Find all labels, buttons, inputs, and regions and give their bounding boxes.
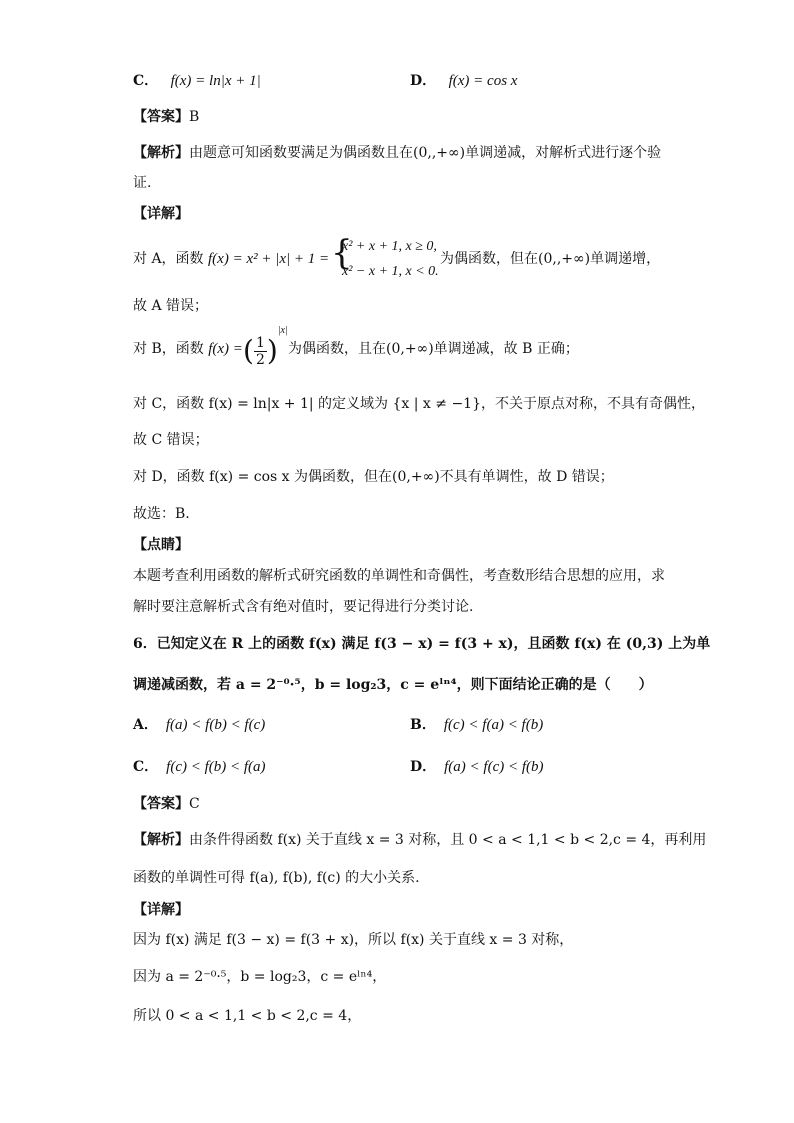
analysis-tag: 【解析】 — [133, 145, 189, 161]
exponent: |x| — [277, 325, 288, 336]
option-label: B． — [410, 717, 436, 733]
q6-detail-line3: 所以 0 < a < 1,1 < b < 2,c = 4， — [133, 1008, 362, 1024]
fraction-den: 2 — [255, 351, 265, 368]
q6-stem-line2: 调递减函数，若 a = 2⁻⁰·⁵，b = log₂3，c = eˡⁿ⁴，则下面结论正确的是（ ） — [133, 677, 653, 693]
q5-answer — [133, 108, 199, 126]
option-label: A． — [133, 717, 158, 733]
detail-b-expr: f(x) = — [208, 341, 243, 357]
q5-analysis-line1 — [133, 144, 661, 162]
q5-comment-line2: 解时要注意解析式含有绝对值时，要记得进行分类讨论. — [133, 599, 474, 615]
answer-tag: 【答案】 — [133, 796, 189, 812]
piecewise-case-1: x² + x + 1, x ≥ 0, — [342, 239, 437, 254]
q6-detail-line1: 因为 f(x) 满足 f(3 − x) = f(3 + x)，所以 f(x) 关于直线 x = 3 对称， — [133, 932, 574, 948]
q6-option-b — [410, 716, 543, 734]
q5-option-c — [133, 72, 261, 90]
option-expr: f(a) < f(c) < f(b) — [444, 759, 544, 775]
piecewise-case-2: x² − x + 1, x < 0. — [342, 264, 439, 279]
detail-b-fraction-group — [243, 322, 288, 368]
detail-b-prefix: 对 B，函数 — [133, 341, 204, 357]
option-expr: f(x) = cos x — [448, 73, 518, 89]
option-label: C． — [133, 73, 159, 89]
left-paren: ( — [243, 334, 254, 367]
q6-detail-line2: 因为 a = 2⁻⁰·⁵，b = log₂3，c = eˡⁿ⁴， — [133, 969, 387, 985]
q6-option-a — [133, 716, 265, 734]
option-expr: f(a) < f(b) < f(c) — [165, 717, 266, 733]
analysis-text: 由题意可知函数要满足为偶函数且在(0,,+∞)单调递减，对解析式进行逐个验 — [189, 145, 662, 161]
q5-detail-a — [133, 250, 329, 268]
q6-analysis-line2: 函数的单调性可得 f(a), f(b), f(c) 的大小关系. — [133, 870, 420, 886]
right-paren: ) — [266, 334, 278, 367]
detail-a-expr: f(x) = x² + |x| + 1 = — [208, 251, 330, 267]
option-expr: f(c) < f(a) < f(b) — [443, 717, 544, 733]
q6-answer — [133, 795, 200, 813]
q5-analysis-line2: 证. — [133, 175, 152, 191]
q6-stem-text: 已知定义在 R 上的函数 f(x) 满足 f(3 − x) = f(3 + x)，且函数 f(x) 在 (0,3) 上为单 — [156, 636, 711, 652]
option-label: D． — [410, 759, 437, 775]
answer-tag: 【答案】 — [133, 109, 189, 125]
fraction-num: 1 — [255, 334, 265, 351]
q5-comment-tag: 【点睛】 — [133, 537, 189, 553]
analysis-tag: 【解析】 — [133, 832, 189, 848]
q5-choice: 故选：B. — [133, 506, 190, 522]
q5-comment-line1: 本题考查利用函数的解析式研究函数的单调性和奇偶性，考查数形结合思想的应用，求 — [133, 568, 665, 584]
option-label: C． — [133, 759, 159, 775]
q6-option-c — [133, 758, 266, 776]
q5-detail-c-conclusion: 故 C 错误； — [133, 432, 209, 448]
q5-option-d — [410, 72, 517, 90]
q6-number: 6． — [133, 636, 157, 652]
q6-analysis-line1 — [133, 831, 706, 849]
q6-detail-tag: 【详解】 — [133, 902, 189, 918]
detail-b-suffix: 为偶函数，且在(0,+∞)单调递减，故 B 正确； — [288, 341, 579, 357]
option-expr: f(x) = ln|x + 1| — [170, 73, 261, 89]
q5-detail-tag: 【详解】 — [133, 206, 189, 222]
detail-a-suffix: 为偶函数，但在(0,,+∞)单调递增， — [440, 251, 661, 267]
option-label: D． — [410, 73, 437, 89]
analysis-text: 由条件得函数 f(x) 关于直线 x = 3 对称，且 0 < a < 1,1 < b < 2,c = 4，再利用 — [189, 832, 707, 848]
answer-value: B — [189, 109, 200, 125]
q5-detail-b — [133, 340, 243, 358]
q6-stem-line1 — [133, 635, 710, 653]
option-expr: f(c) < f(b) < f(a) — [166, 759, 266, 775]
q5-detail-d: 对 D，函数 f(x) = cos x 为偶函数，但在(0,+∞)不具有单调性，故 D 错误； — [133, 469, 614, 485]
answer-value: C — [189, 796, 200, 812]
fraction — [254, 335, 267, 368]
detail-a-prefix: 对 A，函数 — [133, 251, 204, 267]
detail-a-conclusion: 故 A 错误； — [133, 298, 209, 314]
q5-detail-c: 对 C，函数 f(x) = ln|x + 1| 的定义域为 {x | x ≠ −1}，不关于原点对称，不具有奇偶性， — [133, 396, 705, 412]
q6-option-d — [410, 758, 544, 776]
piecewise-brace: { — [331, 233, 353, 273]
